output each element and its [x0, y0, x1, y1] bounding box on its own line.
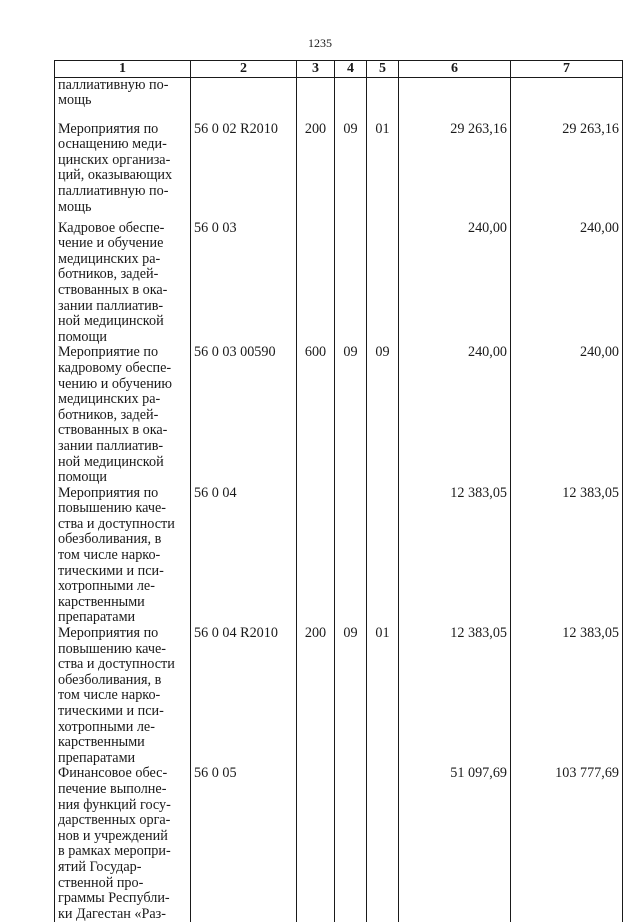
item-col-3: 200	[297, 122, 335, 221]
item-col-4: 09	[335, 626, 367, 766]
item-col-5: 01	[367, 626, 399, 766]
item-code: 56 0 05	[191, 766, 297, 922]
item-col-5	[367, 221, 399, 346]
item-name: Финансовое обес- печение выполне- ния функций госу- дарственных орга- нов и учреждений в рамках меропри- ятий Государ- ственной про- граммы Республи- ки Дагестан «Раз-	[55, 766, 191, 922]
item-amount-7	[511, 77, 623, 122]
item-col-3	[297, 766, 335, 922]
item-amount-6: 12 383,05	[399, 486, 511, 626]
header-col-6: 6	[399, 61, 511, 78]
item-amount-6: 29 263,16	[399, 122, 511, 221]
item-code	[191, 77, 297, 122]
budget-table	[54, 60, 623, 922]
item-col-4	[335, 486, 367, 626]
item-name: Мероприятие по кадровому обеспе- чению и обучению медицинских ра- ботников, задей- ствованных в ока- зании паллиатив- ной медицинской помощи	[55, 345, 191, 485]
item-col-5	[367, 486, 399, 626]
item-col-4	[335, 766, 367, 922]
item-amount-6: 240,00	[399, 221, 511, 346]
item-amount-7: 103 777,69	[511, 766, 623, 922]
item-amount-6	[399, 77, 511, 122]
item-amount-7: 240,00	[511, 345, 623, 485]
table-row	[55, 122, 623, 221]
item-col-4: 09	[335, 345, 367, 485]
header-col-4: 4	[335, 61, 367, 78]
header-col-7: 7	[511, 61, 623, 78]
item-col-3	[297, 221, 335, 346]
header-col-2: 2	[191, 61, 297, 78]
item-amount-7: 12 383,05	[511, 486, 623, 626]
item-code: 56 0 03	[191, 221, 297, 346]
item-name: Мероприятия по оснащению меди- цинских организа- ций, оказывающих паллиативную по- мощь	[55, 122, 191, 221]
item-amount-7: 240,00	[511, 221, 623, 346]
item-col-4	[335, 221, 367, 346]
header-row	[55, 61, 623, 78]
table-row	[55, 766, 623, 922]
item-col-3: 600	[297, 345, 335, 485]
table-row	[55, 486, 623, 626]
page-number: 1235	[308, 36, 332, 50]
item-col-5: 09	[367, 345, 399, 485]
item-col-5: 01	[367, 122, 399, 221]
item-col-4	[335, 77, 367, 122]
item-col-3	[297, 486, 335, 626]
item-amount-6: 12 383,05	[399, 626, 511, 766]
header-col-3: 3	[297, 61, 335, 78]
item-code: 56 0 03 00590	[191, 345, 297, 485]
item-col-5	[367, 77, 399, 122]
item-amount-7: 29 263,16	[511, 122, 623, 221]
item-col-4: 09	[335, 122, 367, 221]
item-code: 56 0 04 R2010	[191, 626, 297, 766]
header-col-5: 5	[367, 61, 399, 78]
table-row	[55, 345, 623, 485]
item-amount-7: 12 383,05	[511, 626, 623, 766]
item-name: паллиативную по- мощь	[55, 77, 191, 122]
item-code: 56 0 04	[191, 486, 297, 626]
item-name: Кадровое обеспе- чение и обучение медицинских ра- ботников, задей- ствованных в ока- зании паллиатив- ной медицинской помощи	[55, 221, 191, 346]
item-name: Мероприятия по повышению каче- ства и доступности обезболивания, в том числе нарко- тическими и пси- хотропными ле- карственными препаратами	[55, 626, 191, 766]
item-amount-6: 240,00	[399, 345, 511, 485]
item-code: 56 0 02 R2010	[191, 122, 297, 221]
item-col-3: 200	[297, 626, 335, 766]
item-col-3	[297, 77, 335, 122]
header-col-1: 1	[55, 61, 191, 78]
item-col-5	[367, 766, 399, 922]
table-row	[55, 77, 623, 122]
item-amount-6: 51 097,69	[399, 766, 511, 922]
item-name: Мероприятия по повышению каче- ства и доступности обезболивания, в том числе нарко- тическими и пси- хотропными ле- карственными препаратами	[55, 486, 191, 626]
table-row	[55, 626, 623, 766]
table-row	[55, 221, 623, 346]
